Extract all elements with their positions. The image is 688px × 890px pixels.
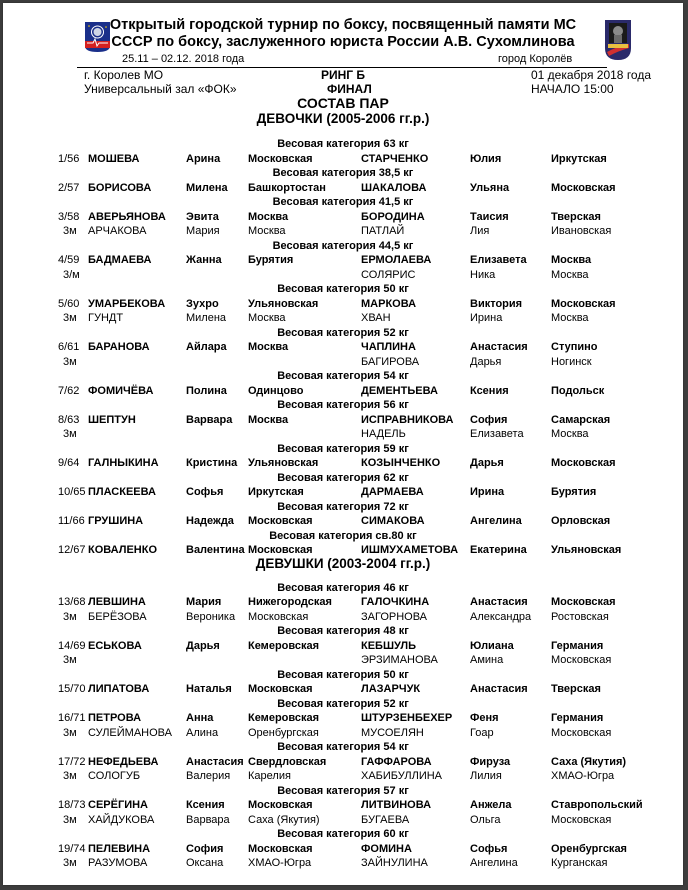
blue-corner-last-name: ЛАЗАРЧУК [361,683,421,695]
reserve-row [3,727,683,741]
blue-corner-last-name: МАРКОВА [361,297,417,310]
red-corner-last-name: МОШЕВА [88,152,140,165]
blue-reserve-first-name: Лилия [470,770,502,782]
bout-number: 2/57 [58,181,80,194]
blue-reserve-region: Курганская [551,857,608,869]
blue-reserve-first-name: Гоар [470,726,494,739]
red-reserve-first-name: Валерия [186,770,231,782]
tournament-dates: 25.11 – 02.12. 2018 года [122,53,245,65]
red-corner-last-name: УМАРБЕКОВА [88,297,166,310]
weight-category: Весовая категория 62 кг [277,471,409,484]
blue-corner-first-name: Анжела [470,799,512,811]
red-corner-first-name: Зухро [186,297,219,310]
blue-corner-region: Германия [551,712,604,724]
stage-label: ФИНАЛ [327,82,372,96]
bout-number: 1/56 [58,152,80,165]
weight-category: Весовая категория 63 кг [277,138,409,150]
bout-row [3,211,683,225]
blue-corner-last-name: КОЗЫНЧЕНКО [361,457,441,469]
red-corner-last-name: НЕФЕДЬЕВА [88,755,159,768]
red-corner-first-name: Надежда [186,515,234,527]
blue-reserve-first-name: Елизавета [470,428,524,440]
reserve-label: 3м [63,726,77,739]
red-corner-first-name: Эвита [186,210,219,223]
red-corner-last-name: БАРАНОВА [88,341,150,353]
blue-reserve-first-name: Лия [470,225,490,237]
red-corner-region: Свердловская [248,755,327,768]
weight-category: Весовая категория 38,5 кг [272,167,414,179]
red-corner-last-name: ПЕЛЕВИНА [88,842,151,855]
red-corner-last-name: ШЕПТУН [88,413,136,426]
bout-number: 13/68 [58,596,86,608]
red-corner-region: Одинцово [248,384,304,397]
reserve-label: 3/м [63,268,80,281]
blue-corner-first-name: Таисия [470,210,509,223]
blue-corner-first-name: Ирина [470,486,505,498]
red-corner-first-name: Жанна [186,254,222,266]
red-reserve-last-name: РАЗУМОВА [88,857,148,869]
weight-category: Весовая категория 48 кг [277,625,409,637]
blue-reserve-last-name: ЗАЙНУЛИНА [361,857,428,869]
red-reserve-region: Московская [248,610,309,623]
blue-reserve-last-name: ЭРЗИМАНОВА [361,654,438,666]
reserve-label: 3м [63,428,77,440]
bout-row [3,385,683,399]
bout-row [3,712,683,726]
weight-category: Весовая категория 50 кг [277,668,409,681]
blue-corner-region: Саха (Якутия) [551,755,627,768]
weight-category: Весовая категория 50 кг [277,283,409,295]
reserve-label: 3м [63,225,77,237]
red-corner-last-name: БОРИСОВА [88,181,152,194]
weight-category: Весовая категория св.80 кг [269,529,417,542]
red-reserve-region: ХМАО-Югра [248,857,312,869]
bout-row [3,756,683,770]
red-corner-last-name: ГРУШИНА [88,515,144,527]
reserve-label: 3м [63,654,77,666]
red-corner-region: Кемеровская [248,712,320,724]
blue-reserve-last-name: НАДЕЛЬ [361,428,406,440]
blue-reserve-first-name: Ирина [470,312,503,324]
red-corner-region: Москва [248,210,289,223]
start-time: НАЧАЛО 15:00 [531,82,614,96]
blue-reserve-last-name: ХВАН [361,312,391,324]
blue-reserve-last-name: ПАТЛАЙ [361,225,405,237]
weight-category: Весовая категория 57 кг [277,784,409,797]
blue-reserve-region: Ногинск [551,355,592,368]
blue-corner-last-name: ЕРМОЛАЕВА [361,254,432,266]
red-reserve-last-name: ХАЙДУКОВА [88,813,155,826]
red-corner-region: Московская [248,515,313,527]
blue-corner-region: Орловская [551,515,611,527]
blue-corner-last-name: ДЕМЕНТЬЕВА [361,384,438,397]
red-corner-region: Ульяновская [248,297,319,310]
blue-corner-last-name: ГАЛОЧКИНА [361,596,430,608]
reserve-label: 3м [63,857,77,869]
bout-number: 5/60 [58,297,80,310]
red-corner-last-name: БАДМАЕВА [88,254,152,266]
red-reserve-last-name: СОЛОГУБ [88,770,141,782]
blue-reserve-first-name: Амина [470,654,504,666]
blue-reserve-first-name: Александра [470,610,532,623]
blue-corner-first-name: Дарья [470,457,504,469]
red-corner-last-name: ПЕТРОВА [88,712,142,724]
reserve-row [3,654,683,668]
blue-corner-region: Московская [551,596,616,608]
reserve-row [3,225,683,239]
bout-number: 14/69 [58,639,86,652]
blue-corner-last-name: ДАРМАЕВА [361,486,424,498]
reserve-row [3,428,683,442]
red-reserve-first-name: Милена [186,312,227,324]
red-corner-first-name: Ксения [186,799,225,811]
blue-corner-last-name: ЛИТВИНОВА [361,799,432,811]
blue-corner-first-name: Феня [470,712,499,724]
red-corner-last-name: ЛЕВШИНА [88,596,146,608]
blue-reserve-last-name: СОЛЯРИС [361,268,416,281]
red-corner-first-name: Арина [186,152,221,165]
weight-category: Весовая категория 60 кг [277,828,409,840]
title-line-1: Открытый городской турнир по боксу, посвященный памяти МС [109,17,577,33]
blue-corner-region: Ставропольский [551,799,643,811]
red-corner-first-name: Мария [186,596,222,608]
reserve-row [3,356,683,370]
red-reserve-last-name: СУЛЕЙМАНОВА [88,726,172,739]
blue-reserve-region: Москва [551,268,589,281]
red-reserve-first-name: Вероника [186,610,236,623]
red-corner-region: Нижегородская [248,596,332,608]
blue-corner-first-name: Виктория [470,297,523,310]
blue-corner-region: Тверская [551,210,601,223]
red-corner-last-name: ГАЛНЫКИНА [88,457,159,469]
blue-corner-first-name: Юлиана [470,639,514,652]
bout-number: 15/70 [58,683,86,695]
blue-reserve-last-name: БУГАЕВА [361,813,410,826]
location: г. Королев МО [84,68,164,82]
blue-corner-last-name: ИШМУХАМЕТОВА [361,544,459,556]
red-corner-region: Кемеровская [248,639,320,652]
red-reserve-region: Оренбургская [248,726,319,739]
blue-corner-first-name: Фируза [470,755,511,768]
red-corner-region: Башкортостан [248,181,326,194]
red-corner-region: Ульяновская [248,457,319,469]
bout-number: 17/72 [58,755,86,768]
weight-category: Весовая категория 56 кг [277,399,409,411]
reserve-label: 3м [63,355,77,368]
blue-reserve-region: ХМАО-Югра [551,770,615,782]
blue-corner-region: Москва [551,254,592,266]
event-date: 01 декабря 2018 года [531,68,652,82]
red-reserve-first-name: Мария [186,225,220,237]
bout-row [3,414,683,428]
blue-reserve-region: Московская [551,813,612,826]
red-reserve-last-name: АРЧАКОВА [88,225,147,237]
blue-corner-first-name: Ульяна [470,181,510,194]
blue-reserve-first-name: Ника [470,268,496,281]
blue-corner-region: Ступино [551,341,598,353]
tournament-city: город Королёв [498,53,573,65]
red-reserve-first-name: Варвара [186,813,230,826]
weight-category: Весовая категория 44,5 кг [272,239,414,252]
reserve-row [3,814,683,828]
blue-corner-region: Германия [551,639,604,652]
bout-row [3,640,683,654]
reserve-row [3,770,683,784]
section-title: ДЕВУШКИ (2003-2004 гг.р.) [255,555,431,571]
blue-corner-first-name: Анастасия [470,683,528,695]
blue-corner-region: Оренбургская [551,842,627,855]
blue-corner-first-name: Анастасия [470,341,528,353]
red-reserve-first-name: Оксана [186,857,224,869]
bout-number: 7/62 [58,384,80,397]
red-corner-region: Московская [248,683,313,695]
blue-reserve-region: Москва [551,428,589,440]
red-corner-first-name: Наталья [186,683,232,695]
bout-row [3,341,683,355]
blue-reserve-region: Ивановская [551,225,612,237]
blue-corner-last-name: СТАРЧЕНКО [361,152,429,165]
bout-row [3,596,683,610]
bout-row [3,254,683,268]
bout-row [3,515,683,529]
red-corner-first-name: Валентина [186,544,245,556]
reserve-row [3,857,683,871]
blue-corner-first-name: Ангелина [470,515,522,527]
blue-corner-last-name: ИСПРАВНИКОВА [361,413,454,426]
blue-corner-first-name: Ксения [470,384,509,397]
red-reserve-region: Москва [248,225,286,237]
blue-reserve-first-name: Ангелина [470,857,518,869]
red-corner-first-name: Айлара [186,341,227,353]
blue-corner-region: Московская [551,297,616,310]
blue-corner-last-name: ШТУРЗЕНБЕХЕР [361,712,453,724]
red-corner-region: Московская [248,842,313,855]
bout-row [3,843,683,857]
weight-category: Весовая категория 41,5 кг [272,196,414,208]
blue-corner-first-name: Юлия [470,152,502,165]
bout-number: 8/63 [58,413,80,426]
red-corner-last-name: СЕРЁГИНА [88,799,149,811]
red-corner-first-name: Анна [186,712,214,724]
blue-corner-region: Ульяновская [551,544,622,556]
red-corner-last-name: ФОМИЧЁВА [88,384,154,397]
title-line-2: СССР по боксу, заслуженного юриста России А.В. Сухомлинова [111,34,575,50]
reserve-row [3,269,683,283]
red-corner-first-name: Кристина [186,457,238,469]
red-corner-last-name: ЕСЬКОВА [88,639,142,652]
bout-number: 3/58 [58,210,80,223]
red-corner-region: Бурятия [248,254,294,266]
blue-corner-last-name: ГАФФАРОВА [361,755,432,768]
red-corner-first-name: Полина [186,384,227,397]
red-corner-last-name: ЛИПАТОВА [88,683,150,695]
blue-reserve-last-name: ЗАГОРНОВА [361,610,428,623]
red-reserve-first-name: Алина [186,726,219,739]
bout-row [3,799,683,813]
section-title: ДЕВОЧКИ (2005-2006 гг.р.) [256,111,430,126]
bout-row [3,457,683,471]
reserve-label: 3м [63,312,77,324]
blue-corner-last-name: ЧАПЛИНА [361,341,416,353]
blue-reserve-last-name: БАГИРОВА [361,355,420,368]
bout-number: 10/65 [58,486,86,498]
red-reserve-last-name: БЕРЁЗОВА [88,610,147,623]
weight-category: Весовая категория 72 кг [277,500,409,513]
blue-corner-region: Тверская [551,683,601,695]
blue-corner-first-name: Софья [470,842,508,855]
document-page [3,3,683,885]
red-corner-region: Московская [248,152,313,165]
red-corner-last-name: АВЕРЬЯНОВА [88,210,166,223]
red-corner-first-name: Софья [186,486,224,498]
red-corner-first-name: София [186,842,224,855]
blue-corner-first-name: Елизавета [470,254,527,266]
blue-corner-region: Бурятия [551,486,597,498]
red-corner-region: Москва [248,341,289,353]
red-corner-region: Московская [248,544,313,556]
bout-number: 12/67 [58,544,86,556]
page-heading: СОСТАВ ПАР [297,95,389,111]
blue-corner-last-name: ФОМИНА [361,842,412,855]
weight-category: Весовая категория 54 кг [277,741,409,753]
blue-corner-last-name: БОРОДИНА [361,210,425,223]
bout-row [3,182,683,196]
reserve-label: 3м [63,813,77,826]
weight-category: Весовая категория 52 кг [277,697,409,710]
blue-corner-region: Московская [551,181,616,194]
bout-number: 9/64 [58,457,80,469]
weight-category: Весовая категория 52 кг [277,326,409,339]
blue-corner-last-name: КЕБШУЛЬ [361,639,417,652]
red-corner-region: Московская [248,799,313,811]
blue-corner-first-name: Анастасия [470,596,528,608]
blue-corner-region: Самарская [551,413,611,426]
bout-row [3,298,683,312]
red-corner-region: Иркутская [248,486,304,498]
red-corner-first-name: Дарья [186,639,220,652]
red-corner-first-name: Анастасия [186,755,244,768]
bout-number: 4/59 [58,254,80,266]
weight-category: Весовая категория 46 кг [277,581,409,594]
blue-reserve-first-name: Ольга [470,813,501,826]
bout-row [3,486,683,500]
reserve-label: 3м [63,610,77,623]
blue-reserve-region: Московская [551,726,612,739]
bout-row [3,153,683,167]
blue-reserve-first-name: Дарья [470,355,502,368]
red-reserve-last-name: ГУНДТ [88,312,124,324]
blue-corner-region: Иркутская [551,152,607,165]
bout-row [3,683,683,697]
blue-corner-region: Московская [551,457,616,469]
blue-reserve-region: Московская [551,654,612,666]
blue-corner-region: Подольск [551,384,605,397]
reserve-label: 3м [63,770,77,782]
red-reserve-region: Саха (Якутия) [248,813,320,826]
bout-number: 18/73 [58,799,86,811]
blue-reserve-last-name: МУСОЕЛЯН [361,726,424,739]
ring-label: РИНГ Б [321,68,366,82]
red-corner-last-name: КОВАЛЕНКО [88,544,158,556]
red-reserve-region: Карелия [248,770,291,782]
red-reserve-region: Москва [248,312,286,324]
weight-category: Весовая категория 59 кг [277,442,409,455]
reserve-row [3,312,683,326]
weight-category: Весовая категория 54 кг [277,370,409,382]
venue: Универсальный зал «ФОК» [84,82,237,96]
blue-corner-first-name: Екатерина [470,544,527,556]
bout-number: 11/66 [58,515,85,527]
red-corner-last-name: ПЛАСКЕЕВА [88,486,156,498]
red-corner-region: Москва [248,413,289,426]
blue-reserve-region: Ростовская [551,610,609,623]
blue-corner-last-name: СИМАКОВА [361,515,425,527]
bout-number: 6/61 [58,341,80,353]
blue-corner-last-name: ШАКАЛОВА [361,181,427,194]
blue-reserve-region: Москва [551,312,589,324]
reserve-row [3,611,683,625]
red-corner-first-name: Милена [186,181,228,194]
bout-number: 19/74 [58,842,86,855]
blue-reserve-last-name: ХАБИБУЛЛИНА [361,770,443,782]
bout-number: 16/71 [58,712,86,724]
blue-corner-first-name: София [470,413,508,426]
red-corner-first-name: Варвара [186,413,233,426]
